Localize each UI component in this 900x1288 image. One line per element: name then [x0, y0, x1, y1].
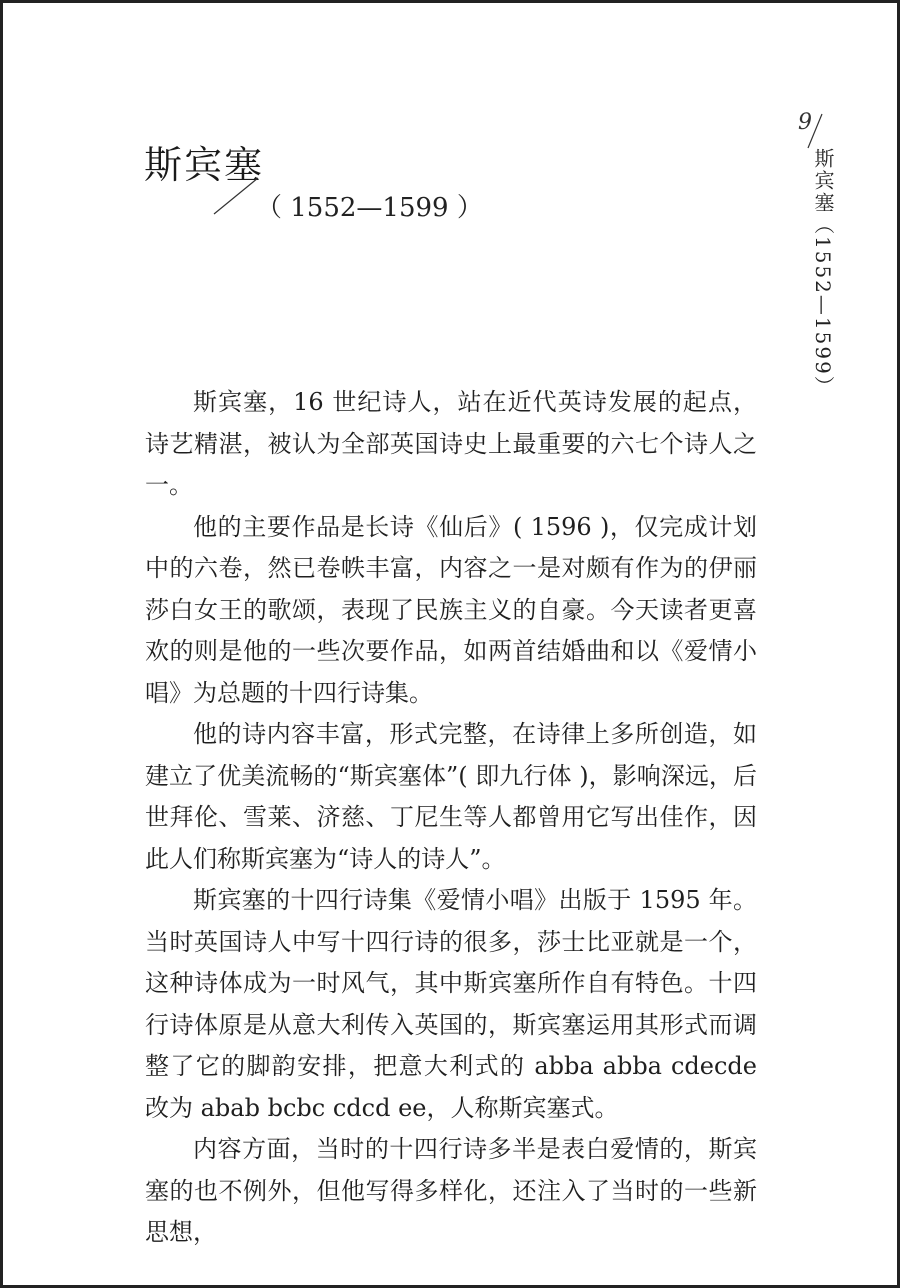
body-text [145, 382, 757, 1254]
running-head: 斯宾塞（1552—1599） [811, 148, 835, 398]
paragraph-2: 他的主要作品是长诗《仙后》( 1596 )，仅完成计划中的六卷，然已卷帙丰富，内容之一是对颇有作为的伊丽莎白女王的歌颂，表现了民族主义的自豪。今天读者更喜欢的则是他的一些次要作品，如两首结婚曲和以《爱情小唱》为总题的十四行诗集。 [145, 512, 757, 707]
page-number: 9 [798, 110, 812, 135]
paragraph-3: 他的诗内容丰富，形式完整，在诗律上多所创造，如建立了优美流畅的“斯宾塞体”( 即九行体 )，影响深远，后世拜伦、雪莱、济慈、丁尼生等人都曾用它写出佳作，因此人们称斯宾塞为“诗人的诗人”。 [145, 720, 757, 873]
running-head-divider [848, 40, 852, 1280]
life-years: （ 1552—1599 ） [256, 193, 483, 223]
page-title: 斯宾塞 [144, 143, 265, 187]
paragraph-5: 内容方面，当时的十四行诗多半是表白爱情的，斯宾塞的也不例外，但他写得多样化，还注入了当时的一些新思想， [145, 1135, 757, 1246]
paragraph-4: 斯宾塞的十四行诗集《爱情小唱》出版于 1595 年。当时英国诗人中写十四行诗的很多，莎士比亚就是一个，这种诗体成为一时风气，其中斯宾塞所作自有特色。十四行诗体原是从意大利传入英国的，斯宾塞运用其形式而调整了它的脚韵安排，把意大利式的 abba abba cdecde 改为 abab bcbc cdcd ee，人称斯宾塞式。 [145, 886, 757, 1122]
paragraph-1: 斯宾塞，16 世纪诗人，站在近代英诗发展的起点，诗艺精湛，被认为全部英国诗史上最重要的六七个诗人之一。 [145, 388, 757, 499]
running-head-slash-rule [806, 112, 826, 152]
